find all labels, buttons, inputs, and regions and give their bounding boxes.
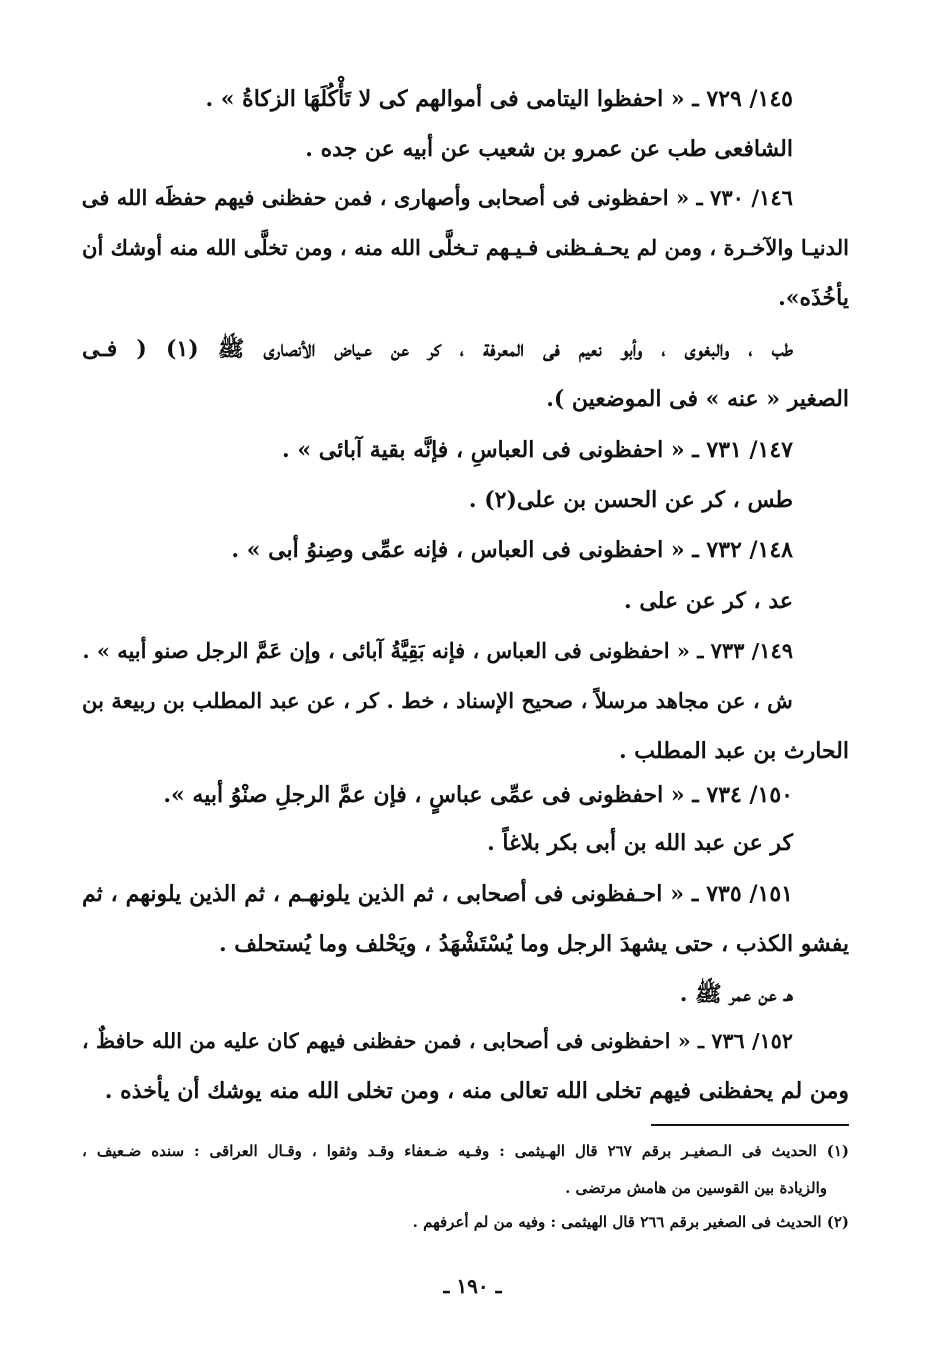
- page-number: ـ ١٩٠ ـ: [443, 1274, 502, 1298]
- hadith-147-text: ١٤٧/ ٧٣١ ـ « احفظونى فى العباسِ ، فإنَّه بقية آبائى » .: [282, 437, 793, 463]
- footnote-1-line1: (١) الحديث فى الـصغيـر برقم ٢٦٧ قال الهـيثمى : وفـيه ضـعفاء وقـد وثقوا ، وقـال العراقى : سنده ضـعيف ،: [82, 1142, 849, 1160]
- hadith-149-source-line2: الحارث بن عبد المطلب .: [618, 738, 849, 764]
- hadith-146-text-line1: ١٤٦/ ٧٣٠ ـ « احفظونى فى أصحابى وأصهارى ، فمن حفظنى فيهم حفظَه الله فى: [81, 185, 793, 210]
- hadith-148-source: عد ، كر عن على .: [624, 588, 793, 614]
- hadith-152-text-line2: ومن لم يحفظنى فيهم تخلى الله تعالى منه ، ومن تخلى الله منه يوشك أن يأخذه .: [104, 1078, 849, 1104]
- hadith-150-source: كر عن عبد الله بن أبى بكر بلاغاً .: [487, 830, 793, 856]
- footnote-separator: [651, 1124, 849, 1126]
- hadith-151-source: هـ عن عمر ﷺ .: [679, 981, 793, 1007]
- hadith-151-text-line2: يفشو الكذب ، حتى يشهدَ الرجل وما يُسْتَشْهَدُ ، ويَحْلف وما يُستحلف .: [218, 931, 849, 957]
- hadith-151-text-line1: ١٥١/ ٧٣٥ ـ « احـفظونى فى أصحابى ، ثم الذين يلونهـم ، ثم الذين يلونهم ، ثم: [82, 881, 793, 907]
- hadith-150-text: ١٥٠/ ٧٣٤ ـ « احفظونى فى عمِّى عباسٍ ، فإن عمَّ الرجلِ صنْوُ أبيه ».: [163, 782, 793, 808]
- hadith-148-text: ١٤٨/ ٧٣٢ ـ « احفظونى فى العباس ، فإنه عمِّى وصِنوُ أبى » .: [231, 537, 793, 563]
- hadith-152-text-line1: ١٥٢/ ٧٣٦ ـ « احفظونى فى أصحابى ، فمن حفظنى فيهم كان عليه من الله حافظٌ ،: [82, 1029, 793, 1053]
- hadith-149-source-line1: ش ، عن مجاهد مرسلاً ، صحيح الإسناد ، خط . كر ، عن عبد المطلب بن ربيعة بن: [82, 688, 793, 713]
- hadith-145-source: الشافعى طب عن عمرو بن شعيب عن أبيه عن جده .: [305, 136, 793, 162]
- hadith-146-text-line2: الدنيـا والآخـرة ، ومن لم يحـفـظنى فـيـهم تـخلَّى الله منه ، ومن تخلَّى الله منه أوشك أن: [82, 235, 849, 260]
- hadith-147-source: طس ، كر عن الحسن بن على(٢) .: [468, 487, 793, 513]
- footnote-1-line2: والزيادة بين القوسين من هامش مرتضى .: [565, 1179, 827, 1197]
- footnote-2: (٢) الحديث فى الصغير برقم ٢٦٦ قال الهيثمى : وفيه من لم أعرفهم .: [412, 1213, 849, 1231]
- hadith-146-text-line3: يأخُذَه».: [778, 285, 849, 311]
- hadith-149-text: ١٤٩/ ٧٣٣ ـ « احفظونى فى العباس ، فإنه بَقِيَّةُ آبائى ، وإن عَمَّ الرجل صنو أبيه » .: [82, 638, 793, 663]
- hadith-146-source-line2: الصغير « عنه » فى الموضعين ).: [546, 386, 849, 412]
- hadith-145-text: ١٤٥/ ٧٢٩ ـ « احفظوا اليتامى فى أموالهم كى لا تَأْكُلَهَا الزكاةُ » .: [205, 86, 793, 112]
- hadith-146-source-line1: طب ، والبغوى ، وأبو نعيم فى المعرفة ، كر عن عـياض الأنصارى ﷺ (١) ( فـى: [82, 336, 794, 362]
